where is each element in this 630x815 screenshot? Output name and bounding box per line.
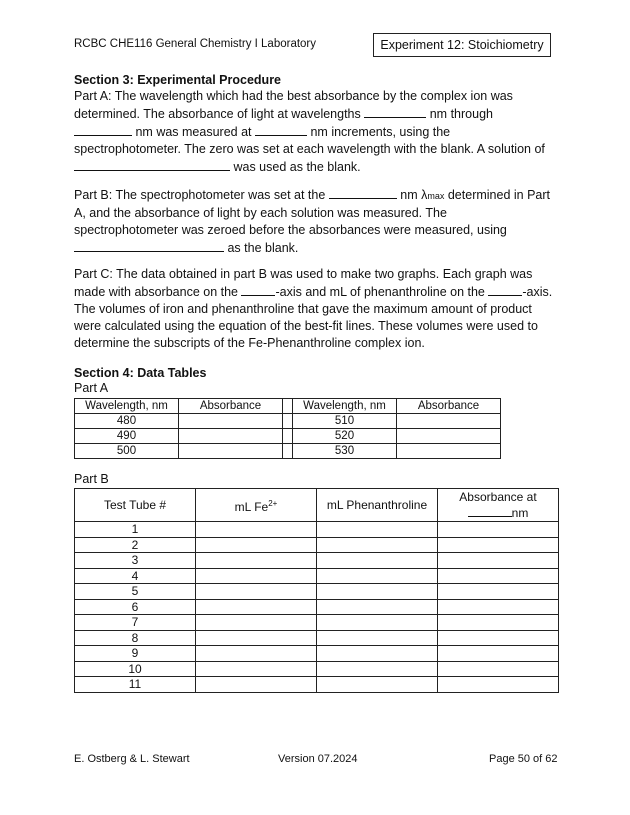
wavelength-cell: 480 <box>75 414 179 429</box>
table-row <box>75 599 559 615</box>
absorbance-cell[interactable] <box>438 646 559 662</box>
table-a-spacer <box>283 429 293 444</box>
footer-version: Version 07.2024 <box>278 753 358 765</box>
table-row <box>75 537 559 553</box>
part-b-text-2: nm λ <box>400 188 428 202</box>
table-b-body <box>75 522 559 693</box>
part-b-text-1: Part B: The spectrophotometer was set at the <box>74 188 326 202</box>
part-a-text-3: nm was measured at <box>135 125 252 139</box>
wavelength-cell: 490 <box>75 429 179 444</box>
wavelength-cell: 500 <box>75 444 179 459</box>
footer-page-number: Page 50 of 62 <box>489 753 558 765</box>
ml-fe-cell[interactable] <box>196 568 317 584</box>
ml-phenanthroline-cell[interactable] <box>317 677 438 693</box>
ml-fe-cell[interactable] <box>196 677 317 693</box>
experiment-title-box: Experiment 12: Stoichiometry <box>373 33 551 57</box>
ml-fe-cell[interactable] <box>196 646 317 662</box>
absorbance-cell[interactable] <box>179 429 283 444</box>
course-title: RCBC CHE116 General Chemistry I Laboratory <box>74 38 317 50</box>
test-tube-number-cell: 10 <box>75 661 196 677</box>
absorbance-at-label: Absorbance at <box>459 490 537 504</box>
ml-phenanthroline-cell[interactable] <box>317 584 438 600</box>
part-a-text-4: nm increments, using the spectrophotometer. The zero was set at each wavelength with the blank. A solution of <box>74 125 545 156</box>
table-row <box>75 661 559 677</box>
absorbance-wavelength-blank[interactable] <box>468 504 512 517</box>
y-axis-blank[interactable] <box>241 283 275 296</box>
absorbance-cell[interactable] <box>438 584 559 600</box>
test-tube-number-cell: 4 <box>75 568 196 584</box>
ml-phenanthroline-cell[interactable] <box>317 568 438 584</box>
absorbance-cell[interactable] <box>438 661 559 677</box>
table-a-header-wavelength-1: Wavelength, nm <box>75 399 179 414</box>
ml-fe-label: mL Fe <box>234 499 269 514</box>
lambda-max-subscript: max <box>427 191 445 201</box>
part-b-text-3: determined in Part A, and the absorbance of light by each solution was measured. The spectrophotometer was zeroed before the absorbances were measured, using <box>74 188 550 237</box>
ml-phenanthroline-cell[interactable] <box>317 537 438 553</box>
test-tube-number-cell: 3 <box>75 553 196 569</box>
table-row <box>75 522 559 538</box>
section3-title: Section 3: Experimental Procedure <box>74 73 282 87</box>
table-b-header-absorbance <box>438 489 559 522</box>
wavelength-cell: 520 <box>293 429 397 444</box>
ml-phenanthroline-cell[interactable] <box>317 630 438 646</box>
wavelength-cell: 530 <box>293 444 397 459</box>
footer-authors: E. Ostberg & L. Stewart <box>74 753 190 765</box>
absorbance-cell[interactable] <box>397 414 501 429</box>
test-tube-number-cell: 5 <box>75 584 196 600</box>
blank-solution-blank[interactable] <box>74 158 230 171</box>
table-a-spacer <box>283 414 293 429</box>
ml-fe-cell[interactable] <box>196 599 317 615</box>
table-a-spacer <box>283 444 293 459</box>
table-row <box>75 630 559 646</box>
test-tube-number-cell: 2 <box>75 537 196 553</box>
table-row <box>75 444 501 459</box>
test-tube-number-cell: 1 <box>75 522 196 538</box>
wavelength-start-blank[interactable] <box>364 105 426 118</box>
part-a-label: Part A <box>74 381 109 395</box>
absorbance-cell[interactable] <box>397 429 501 444</box>
part-c-text-1: Part C: The data obtained in part B was used to make two graphs. Each graph was made with absorbance on the <box>74 267 533 299</box>
absorbance-cell[interactable] <box>179 414 283 429</box>
table-a-header-absorbance-2: Absorbance <box>397 399 501 414</box>
blank-used-blank[interactable] <box>74 239 224 252</box>
table-row <box>75 429 501 444</box>
part-c-paragraph <box>74 266 554 352</box>
absorbance-cell[interactable] <box>179 444 283 459</box>
absorbance-cell[interactable] <box>438 553 559 569</box>
part-b-label: Part B <box>74 472 109 486</box>
wavelength-cell: 510 <box>293 414 397 429</box>
table-row <box>75 553 559 569</box>
part-b-paragraph <box>74 186 554 257</box>
table-row <box>75 677 559 693</box>
absorbance-cell[interactable] <box>438 537 559 553</box>
part-a-table <box>74 398 501 459</box>
test-tube-number-cell: 7 <box>75 615 196 631</box>
fe-charge-superscript: 2+ <box>268 498 278 508</box>
ml-fe-cell[interactable] <box>196 661 317 677</box>
table-row <box>75 414 501 429</box>
increment-blank[interactable] <box>255 123 307 136</box>
table-row <box>75 615 559 631</box>
test-tube-number-cell: 6 <box>75 599 196 615</box>
table-row <box>75 584 559 600</box>
absorbance-cell[interactable] <box>438 677 559 693</box>
ml-phenanthroline-cell[interactable] <box>317 522 438 538</box>
ml-phenanthroline-cell[interactable] <box>317 646 438 662</box>
ml-fe-cell[interactable] <box>196 537 317 553</box>
part-a-text-2: nm through <box>429 107 493 121</box>
part-a-paragraph <box>74 88 554 176</box>
part-a-text-5: was used as the blank. <box>233 160 361 174</box>
wavelength-end-blank[interactable] <box>74 123 132 136</box>
test-tube-number-cell: 11 <box>75 677 196 693</box>
part-b-text-4: as the blank. <box>227 241 299 255</box>
ml-fe-cell[interactable] <box>196 553 317 569</box>
ml-phenanthroline-cell[interactable] <box>317 599 438 615</box>
test-tube-number-cell: 9 <box>75 646 196 662</box>
part-c-text-3: -axis. The volumes of iron and phenanthroline that gave the maximum amount of product were calculated using the equation of the best-fit lines. These volumes were used to determine the subscripts of the Fe-Phenanthroline complex ion. <box>74 285 553 350</box>
part-c-text-2: -axis and mL of phenanthroline on the <box>275 285 485 299</box>
ml-fe-cell[interactable] <box>196 630 317 646</box>
ml-fe-cell[interactable] <box>196 615 317 631</box>
ml-phenanthroline-cell[interactable] <box>317 661 438 677</box>
table-row <box>75 646 559 662</box>
part-a-text-1: Part A: The wavelength which had the best absorbance by the complex ion was determined. The absorbance of light at wavelengths <box>74 89 513 121</box>
absorbance-cell[interactable] <box>438 630 559 646</box>
absorbance-cell[interactable] <box>438 568 559 584</box>
absorbance-cell[interactable] <box>438 615 559 631</box>
ml-phenanthroline-cell[interactable] <box>317 553 438 569</box>
table-b-header-test-tube: Test Tube # <box>75 489 196 522</box>
table-row <box>75 568 559 584</box>
absorbance-cell[interactable] <box>397 444 501 459</box>
absorbance-cell[interactable] <box>438 522 559 538</box>
x-axis-blank[interactable] <box>488 283 522 296</box>
table-b-header-ml-phenanthroline: mL Phenanthroline <box>317 489 438 522</box>
table-b-header-ml-fe <box>196 489 317 522</box>
lambda-max-blank[interactable] <box>329 186 397 199</box>
table-a-header-wavelength-2: Wavelength, nm <box>293 399 397 414</box>
table-a-header-absorbance-1: Absorbance <box>179 399 283 414</box>
table-a-spacer <box>283 399 293 414</box>
ml-fe-cell[interactable] <box>196 584 317 600</box>
test-tube-number-cell: 8 <box>75 630 196 646</box>
part-b-table <box>74 488 559 693</box>
ml-fe-cell[interactable] <box>196 522 317 538</box>
ml-phenanthroline-cell[interactable] <box>317 615 438 631</box>
absorbance-cell[interactable] <box>438 599 559 615</box>
section4-title: Section 4: Data Tables <box>74 366 207 380</box>
absorbance-unit-label: nm <box>511 506 529 520</box>
